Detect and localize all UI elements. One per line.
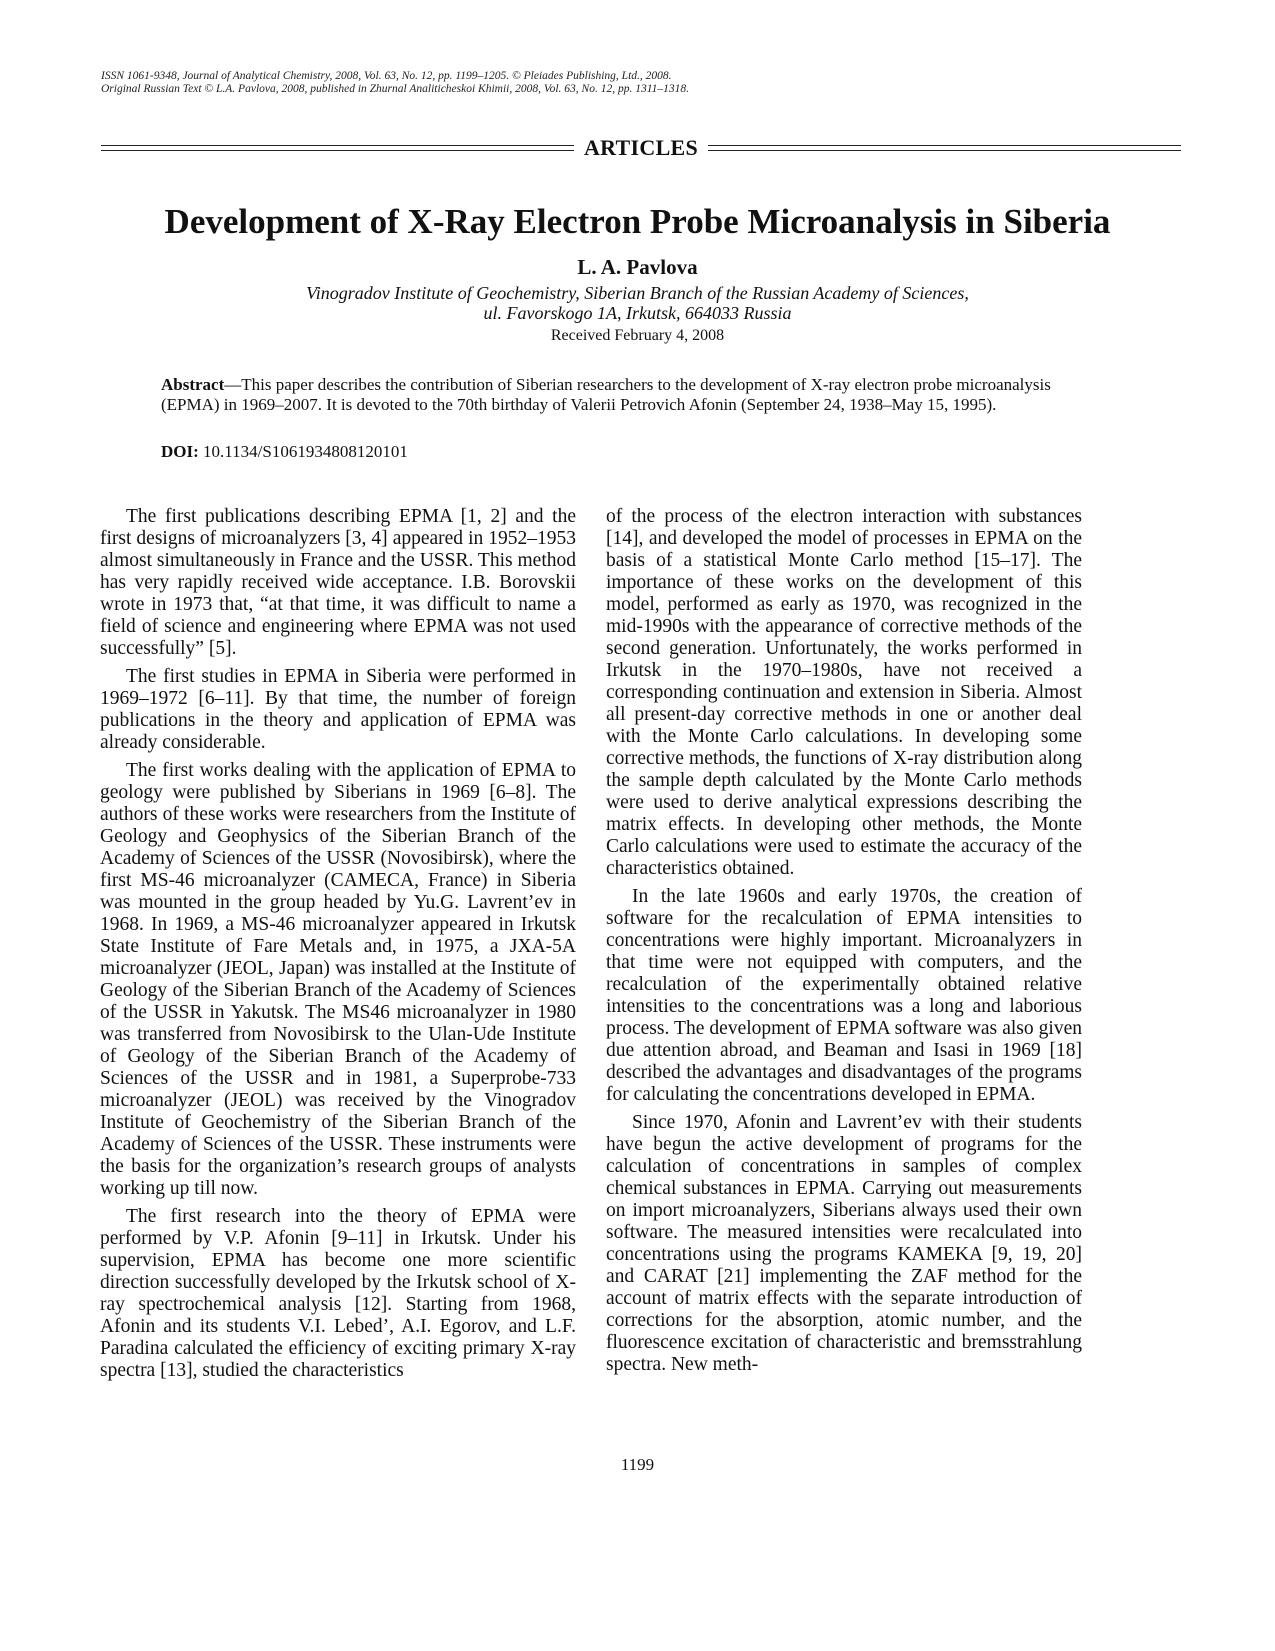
abstract — [161, 375, 1081, 415]
abstract-text: —This paper describes the contribution of Siberian researchers to the development of X-ray electron probe microanalysis (EPMA) in 1969–2007. It is devoted to the 70th birthday of Valerii Petrovich Afonin (September 24, 1938–May 15, 1995). — [161, 375, 1051, 414]
paragraph: Since 1970, Afonin and Lavrent’ev with their students have begun the active development of programs for the calculation of concentrations in samples of complex chemical substances in EPMA. Carrying out measurements on import microanalyzers, Siberians always used their own software. The measured intensities were recalculated into concentrations using the programs KAMEKA [9, 19, 20] and CARAT [21] implementing the ZAF method for the account of matrix effects with the separate introduction of corrections for the absorption, atomic number, and the fluorescence excitation of characteristic and bremsstrahlung spectra. New meth- — [606, 1112, 1082, 1375]
author-affiliation — [120, 283, 1155, 323]
author-name: L. A. Pavlova — [577, 255, 698, 279]
paragraph: of the process of the electron interaction with substances [14], and developed the model of processes in EPMA on the basis of a statistical Monte Carlo method [15–17]. The importance of these works on the development of this model, performed as early as 1970, was recognized in the mid-1990s with the appearance of corrective methods of the second generation. Unfortunately, the works performed in Irkutsk in the 1970–1980s, have not received a corresponding continuation and extension in Siberia. Almost all present-day corrective methods in one or another deal with the Monte Carlo calculations. In developing some corrective methods, the functions of X-ray distribution along the sample depth calculated by the Monte Carlo methods were used to derive analytical expressions describing the matrix effects. In developing other methods, the Monte Carlo calculations were used to estimate the accuracy of the characteristics obtained. — [606, 506, 1082, 879]
doi-value: 10.1134/S1061934808120101 — [203, 442, 408, 461]
body-column-right — [606, 506, 1082, 1382]
paragraph: The first works dealing with the application of EPMA to geology were published by Siberians in 1969 [6–8]. The authors of these works were researchers from the Institute of Geology and Geophysics of the Siberian Branch of the Academy of Sciences of the USSR (Novosibirsk), where the first MS-46 microanalyzer (CAMECA, France) in Siberia was mounted in the group headed by Yu.G. Lavrent’ev in 1968. In 1969, a MS-46 microanalyzer appeared in Irkutsk State Institute of Fare Metals and, in 1975, a JXA-5A microanalyzer (JEOL, Japan) was installed at the Institute of Geology of the Siberian Branch of the Academy of Sciences of the USSR in Yakutsk. The MS46 microanalyzer in 1980 was transferred from Novosibirsk to the Ulan-Ude Institute of Geology of the Siberian Branch of the Academy of Sciences of the USSR and in 1981, a Superprobe-733 microanalyzer (JEOL) was received by the Vinogradov Institute of Geochemistry of the Siberian Branch of the Academy of Sciences of the USSR. These instruments were the basis for the organization’s research groups of analysts working up till now. — [100, 760, 576, 1199]
body-column-left — [100, 506, 576, 1388]
section-label: ARTICLES — [583, 135, 699, 160]
section-banner — [101, 134, 1181, 162]
affiliation-line-1: Vinogradov Institute of Geochemistry, Siberian Branch of the Russian Academy of Sciences, — [306, 283, 969, 303]
banner-rule-right — [708, 145, 1181, 151]
original-text-line: Original Russian Text © L.A. Pavlova, 2008, published in Zhurnal Analiticheskoi Khimii, 2008, Vol. 63, No. 12, pp. 1311–1318. — [101, 83, 689, 95]
paragraph: The first studies in EPMA in Siberia were performed in 1969–1972 [6–11]. By that time, the number of foreign publications in the theory and application of EPMA was already considerable. — [100, 666, 576, 753]
page-number: 1199 — [620, 1455, 655, 1474]
paragraph: The first publications describing EPMA [1, 2] and the first designs of microanalyzers [3, 4] appeared in 1952–1953 almost simultaneously in France and the USSR. This method has very rapidly received wide acceptance. I.B. Borovskii wrote in 1973 that, “at that time, it was difficult to name a field of science and engineering where EPMA was not used successfully” [5]. — [100, 506, 576, 659]
paragraph: In the late 1960s and early 1970s, the creation of software for the recalculation of EPMA intensities to concentrations were highly important. Microanalyzers in that time were not equipped with computers, and the recalculation of the experimentally obtained relative intensities to the concentrations was a long and laborious process. The development of EPMA software was also given due attention abroad, and Beaman and Isasi in 1969 [18] described the advantages and disadvantages of the programs for calculating the concentrations developed in EPMA. — [606, 886, 1082, 1105]
paragraph: The first research into the theory of EPMA were performed by V.P. Afonin [9–11] in Irkutsk. Under his supervision, EPMA has become one more scientific direction successfully developed by the Irkutsk school of X-ray spectrochemical analysis [12]. Starting from 1968, Afonin and its students V.I. Lebed’, A.I. Egorov, and L.F. Paradina calculated the efficiency of exciting primary X-ray spectra [13], studied the characteristics — [100, 1206, 576, 1381]
doi-label: DOI: — [161, 442, 199, 461]
article-title: Development of X-Ray Electron Probe Microanalysis in Siberia — [164, 202, 1111, 241]
journal-header — [101, 70, 1181, 96]
banner-rule-left — [101, 145, 574, 151]
journal-citation-line: ISSN 1061-9348, Journal of Analytical Chemistry, 2008, Vol. 63, No. 12, pp. 1199–1205. © Pleiades Publishing, Ltd., 2008. — [101, 70, 672, 82]
affiliation-line-2: ul. Favorskogo 1A, Irkutsk, 664033 Russia — [483, 303, 792, 323]
received-date: Received February 4, 2008 — [550, 327, 725, 344]
abstract-label: Abstract — [161, 375, 225, 394]
doi — [161, 442, 1081, 462]
